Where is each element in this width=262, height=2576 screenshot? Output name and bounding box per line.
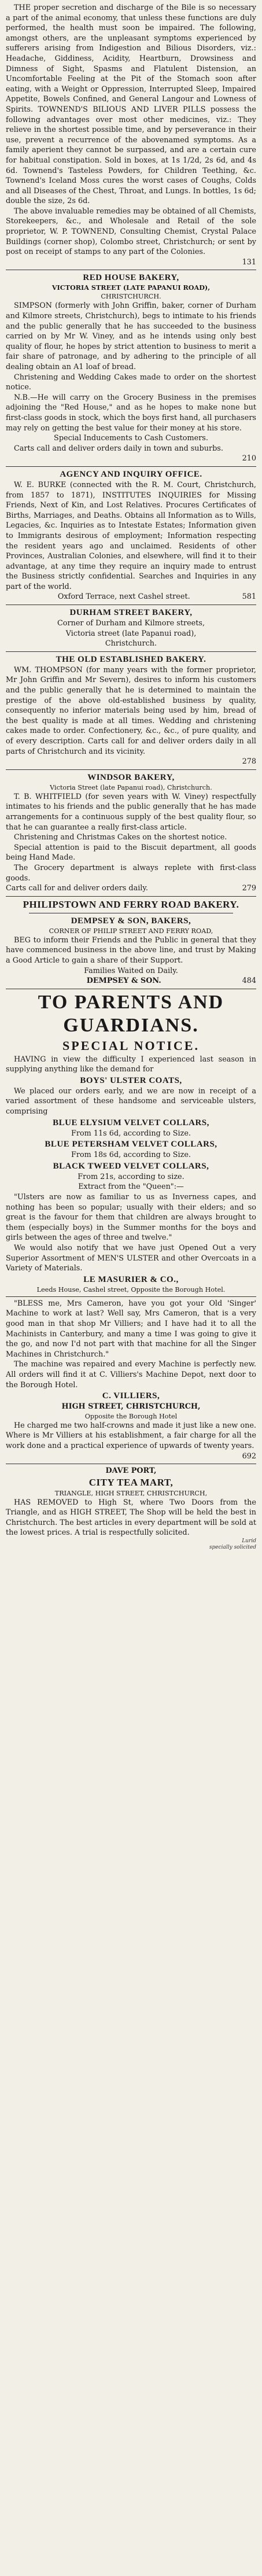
ad-subheading: VICTORIA STREET (LATE PAPANUI ROAD),	[51, 283, 211, 292]
ad-paragraph: He charged me two half-crowns and made it just like a new one. Where is Mr Villiers at his establishment, a fair charge for all the work done and a practical experience of upwards of twenty years.	[6, 1421, 256, 1450]
ad-paragraph: Special Inducements to Cash Customers.	[54, 434, 208, 443]
ad-subheading: Victoria Street (late Papanui road), Christchurch.	[50, 783, 212, 791]
ad-paragraph: HAS REMOVED to High St, where Two Doors from the Triangle, and as HIGH STREET, The Shop will be held the best in Christchurch. The best articles in every department will be sold at the lowest prices. A trial is respectfully solicited.	[6, 1498, 256, 1538]
ad-heading: WINDSOR BAKERY,	[87, 772, 175, 782]
ad-item-price: From 18s 6d, according to Size.	[71, 1151, 191, 1160]
ad-line: Victoria street (late Papanui road),	[65, 629, 197, 638]
ad-street: HIGH STREET, CHRISTCHURCH,	[61, 1402, 201, 1412]
ad-parents-guardians	[6, 989, 256, 1297]
ad-subheading: DEMPSEY & SON, BAKERS,	[71, 916, 191, 926]
ad-paragraph: SIMPSON (formerly with John Griffin, baker, corner of Durham and Kilmore streets, Christchurch), begs to intimate to his friends and the public generally that he has succeeded to the business carried on by Mr W. Viney, and as he intends using only best quality of flour, he hopes by strict attention to business to merit a fair share of patronage, and by adhering to the principle of all dealing obtain an A1 loaf of bread.	[6, 301, 256, 371]
ad-agency-inquiry-office	[6, 467, 256, 605]
handwritten-note	[6, 1538, 256, 1545]
ad-families-line: Families Waited on Daily.	[84, 966, 178, 975]
ad-heading: TO PARENTS AND GUARDIANS.	[38, 991, 224, 1036]
ad-paragraph: The machine was repaired and every Machine is perfectly new. All orders will find it at C. Villiers's Machine Depot, next door to the Borough Hotel.	[6, 1360, 256, 1390]
ad-paragraph: THE proper secretion and discharge of the Bile is so necessary a part of the animal economy, that unless these functions are duly performed, the health must soon be impaired. The following, amongst others, are the unpleasant symptoms experienced by sufferers arising from Indigestion and Bilious Disorders, viz.: Headache, Giddiness, Acidity, Heartburn, Drowsiness and Dimness of Sight, Spasms and Flatulent Distension, an Uncomfortable Feeling at the Pit of the Stomach soon after eating, with a Weight or Oppression, Interrupted Sleep, Impaired Appetite, Bowels Confined, and General Langour and Lowness of Spirits. TOWNEND'S BILIOUS AND LIVER PILLS possess the following advantages over most other medicines, viz.: They relieve in the shortest possible time, and by perseverance in their use, prevent a recurrence of the abovenamed symptoms. As a family aperient they cannot be surpassed, and are a certain cure for habitual constipation. Sold in boxes, at 1s 1/2d, 2s 6d, and 4s 6d. Townend's Tasteless Powders, for Children Teething, &c. Townend's Iceland Moss cures the worst cases of Coughs, Colds and all Diseases of the Chest, Throat, and Lungs. In bottles, 1s 6d; double the size, 2s 6d.	[6, 3, 256, 206]
ad-line: Christchurch.	[105, 639, 157, 648]
ad-label: DAVE PORT,	[105, 1466, 157, 1476]
ad-reference-number: 692	[242, 1451, 256, 1461]
handwritten-word: Lurid	[242, 1538, 256, 1545]
ad-paragraph: "Ulsters are now as familiar to us as Inverness capes, and nothing has been so popular; usually with their elders; and so great is the favour for them that children are always brought to them (especially boys) in the Summer months for the boys and girls between the ages of three and twelve."	[6, 1193, 256, 1243]
ad-paragraph: HAVING in view the difficulty I experienced last season in supplying anything like the demand for	[6, 1055, 256, 1074]
ad-paragraph: We would also notify that we have just Opened Out a very Superior Assortment of MEN'S ULSTER and other Overcoats in a Variety of Materials.	[6, 1244, 256, 1273]
ad-heading: PHILIPSTOWN AND FERRY ROAD BAKERY.	[23, 898, 239, 910]
ad-place: CHRISTCHURCH.	[101, 293, 161, 301]
ad-reference-number: 131	[242, 257, 256, 267]
handwritten-note	[6, 1545, 256, 1551]
ad-corner: CORNER OF PHILIP STREET AND FERRY ROAD,	[49, 927, 213, 935]
ad-heading: DURHAM STREET BAKERY,	[69, 608, 193, 618]
ad-address: Oxford Terrace, next Cashel street.	[57, 592, 190, 602]
ad-paragraph: Carts call and deliver orders daily in town and suburbs.	[14, 444, 223, 453]
handwritten-word: specially solicited	[209, 1545, 256, 1551]
ad-item-name: BLACK TWEED VELVET COLLARS,	[53, 1161, 209, 1171]
ad-item-price: From 21s, according to size.	[78, 1172, 184, 1181]
ad-name: C. VILLIERS,	[102, 1391, 160, 1401]
ad-heading: AGENCY AND INQUIRY OFFICE.	[60, 469, 202, 479]
ad-city-tea-mart	[6, 1464, 256, 1553]
ad-paragraph: Carts call for and deliver orders daily.	[6, 884, 149, 893]
ad-reference-number: 279	[242, 884, 256, 893]
ad-address: TRIANGLE, HIGH STREET, CHRISTCHURCH,	[54, 1489, 208, 1497]
ad-durham-street-bakery	[6, 605, 256, 652]
ad-heading: CITY TEA MART,	[88, 1476, 174, 1488]
ad-paragraph: W. E. BURKE (connected with the R. M. Court, Christchurch, from 1857 to 1871), INSTITUTES INQUIRIES for Missing Friends, Next of Kin, and Lost Relatives. Procures Certificates of Births, Marriages, and Deaths. Obtains all Information as to Wills, Legacies, &c. Inquiries as to Intestate Estates; Information given to Immigrants desirous of employment; Information respecting the resident years ago and unclaimed. Residents of other Provinces, Australian Colonies, and elsewhere, will find it to their advantage, at any time they require an inquiry made to entrust the Business strictly confidential. Searches and Inquiries in any part of the world.	[6, 480, 256, 591]
ad-item-price: From 11s 6d, according to Size.	[71, 1129, 191, 1138]
ad-paragraph: Christening and Christmas Cakes on the shortest notice.	[14, 833, 227, 842]
ad-paragraph: Extract from the "Queen":—	[78, 1182, 184, 1192]
ad-villiers-sewing-machines	[6, 1297, 256, 1464]
ad-red-house-bakery	[6, 270, 256, 467]
ad-paragraph: The above invaluable remedies may be obtained of all Chemists, Storekeepers, &c., and Wholesale and Retail of the sole proprietor, W. P. TOWNEND, Consulting Chemist, Crystal Palace Buildings (corner shop), Colombo street, Christchurch; or sent by post on receipt of stamps to any part of the Colonies.	[6, 207, 256, 257]
ad-paragraph: The Grocery department is always replete with first-class goods.	[6, 863, 256, 883]
ad-paragraph: N.B.—He will carry on the Grocery Business in the premises adjoining the "Red House," and as he hopes to make none but first-class goods in stock, which the boys first hand, all purchasers may rely on getting the best value for their money at his store.	[6, 393, 256, 433]
ad-paragraph: WM. THOMPSON (for many years with the former proprietor, Mr John Griffin and Mr Severn), desires to inform his customers and the public generally that he is determined to maintain the prestige of the above old-established business by quality, consequently no inferior materials being used by him, bread of the best quality is made at all times. Wedding and christening cakes made to order. Confectionery, &c., &c., of pure quality, and of every description. Carts call for and deliver orders daily in all parts of Christchurch and its vicinity.	[6, 665, 256, 756]
ad-old-established-bakery	[6, 652, 256, 770]
ad-opposite: Opposite the Borough Hotel	[84, 1412, 178, 1420]
ad-heading: RED HOUSE BAKERY,	[83, 273, 179, 283]
ad-line: Corner of Durham and Kilmore streets,	[57, 619, 205, 628]
ad-item-name: BLUE PETERSHAM VELVET COLLARS,	[45, 1140, 217, 1149]
ad-reference-number: 278	[242, 757, 256, 766]
ad-reference-number: 484	[242, 976, 256, 986]
ad-notice: SPECIAL NOTICE.	[62, 1038, 200, 1053]
ad-firm-name: LE MASURIER & CO.,	[83, 1274, 179, 1284]
ad-paragraph: Special attention is paid to the Biscuit department, all goods being Hand Made.	[6, 843, 256, 863]
ad-townend-pills	[6, 1, 256, 270]
ad-paragraph: BEG to inform their Friends and the Public in general that they have commenced business in the above line, and trust by Making a Good Article to gain a share of their Support.	[6, 935, 256, 965]
ad-paragraph: We placed our orders early, and we are now in receipt of a varied assortment of these handsome and serviceable ulsters, comprising	[6, 1086, 256, 1116]
ad-reference-number: 581	[242, 592, 256, 602]
ad-heading: THE OLD ESTABLISHED BAKERY.	[56, 654, 206, 664]
ad-windsor-bakery	[6, 770, 256, 897]
ad-paragraph: Christening and Wedding Cakes made to order on the shortest notice.	[6, 373, 256, 392]
ad-address: Leeds House, Cashel street, Opposite the Borough Hotel.	[36, 1285, 226, 1293]
ad-reference-number: 210	[242, 454, 256, 463]
ad-philipstown-ferry-road-bakery	[6, 897, 256, 989]
ad-item-name: BLUE ELYSIUM VELVET COLLARS,	[53, 1118, 209, 1127]
ad-paragraph: "BLESS me, Mrs Cameron, have you got your Old 'Singer' Machine to work at last? Well say, Mrs Cameron, that is a very good man in that shop Mr Villiers; and I have had it to all the Machinists in Canterbury, and many a time I was going to give it the go, and now I'd not part with that machine for all the Singer Machines in Christchurch."	[6, 1299, 256, 1359]
ad-paragraph: T. B. WHITFIELD (for seven years with W. Viney) respectfully intimates to his friends and the public generally that he has made arrangements for a continuous supply of the best quality flour, so that he can guarantee a really first-class article.	[6, 792, 256, 832]
ad-item-heading: BOYS' ULSTER COATS,	[80, 1075, 182, 1085]
ad-signature: DEMPSEY & SON.	[86, 976, 161, 986]
